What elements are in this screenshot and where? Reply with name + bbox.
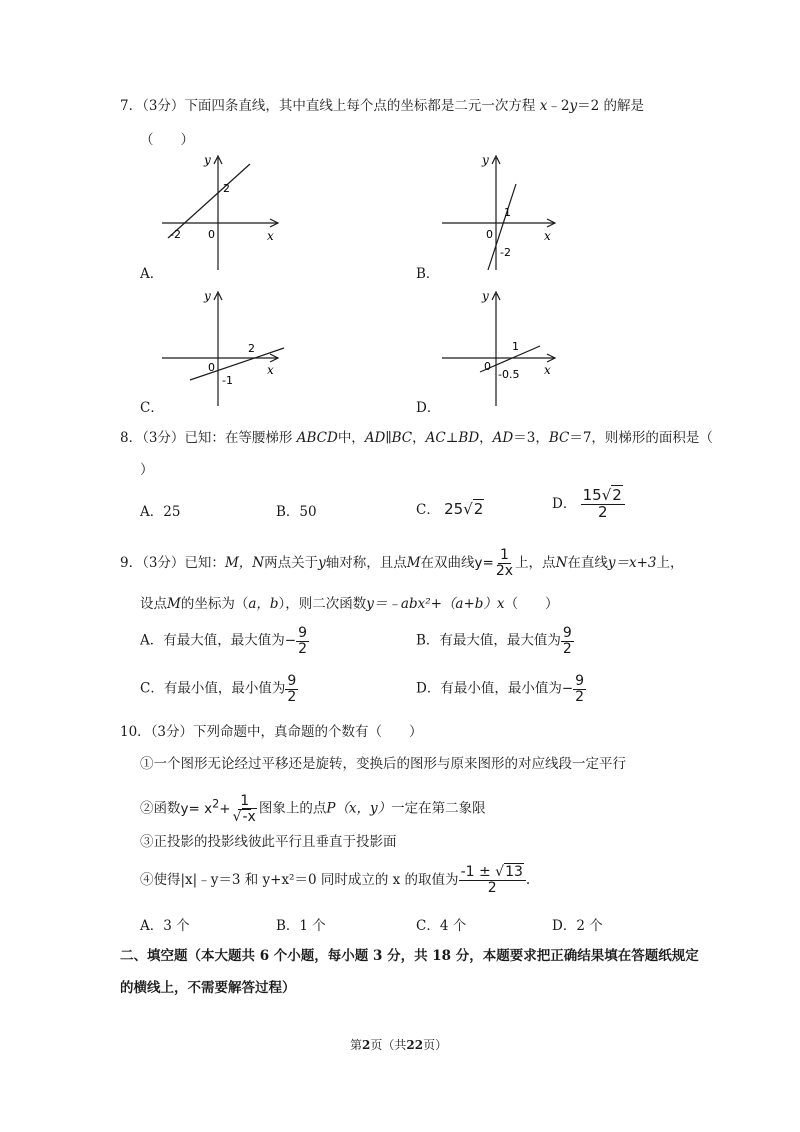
q10-s4-end: . (525, 872, 531, 888)
q10-statement-1: ①一个图形无论经过平移还是旋转，变换后的图形与原来图形的对应线段一定平行 (140, 756, 626, 772)
q10-statement-4: ④使得|x|﹣y＝3 和 y+x²＝0 同时成立的 x 的取值为 $\frac{-1 \pm √13}{2}$ . (140, 864, 531, 896)
q7-a-tick-3: 0 (208, 228, 215, 241)
q9-option-a-sign: − (284, 632, 297, 649)
q8-option-c-letter: C． (416, 502, 440, 518)
q10-number: 10． (120, 724, 151, 740)
q10-s2-plus: + (219, 800, 231, 817)
q8-score: （3分） (142, 430, 185, 446)
q7-b-axis-y: y (482, 153, 489, 167)
q8-option-d-letter: D． (552, 495, 577, 512)
q10-stem (120, 722, 423, 742)
q10-s2-p: P（x，y） (326, 800, 392, 817)
q10-option-c[interactable]: C．4 个 (416, 918, 467, 934)
q8-option-c[interactable]: C． 25√2 (416, 500, 484, 518)
q10-s2-exp: 2 (212, 797, 220, 810)
q10-s2-fn: y= x (180, 800, 213, 817)
q10-s2-c: 一定在第二象限 (391, 800, 486, 817)
q9-text-f: 在直线 (567, 555, 608, 571)
q9-text-b: 两点关于 (264, 555, 319, 571)
q10-s2-b: 图象上的点 (258, 800, 327, 817)
q8-cond-2: AC⊥BD (425, 430, 480, 446)
q9-option-c-text: C．有最小值，最小值为 (140, 680, 286, 697)
q9-text-a: 已知： (184, 555, 225, 571)
q9-y-axis: y (318, 555, 326, 571)
q9-option-d-sign: − (561, 680, 574, 697)
q7-a-tick-2: -2 (170, 228, 181, 241)
q7-d-tick-2: 0 (484, 360, 491, 373)
q8-close: ） (140, 462, 154, 478)
q9-option-b-text: B．有最大值，最大值为 (416, 632, 561, 649)
q8-name: ABCD (296, 430, 338, 446)
q9-l2-c: ），则二次函数 (278, 596, 367, 612)
q8-number: 8． (120, 430, 143, 446)
q7-option-d[interactable]: D． (416, 400, 441, 416)
q9-m: M (406, 555, 421, 571)
q9-option-c[interactable] (140, 674, 298, 704)
q7-eq-rest: ＝2 的解是 (577, 98, 644, 114)
q9-option-c-num: 9 (287, 673, 297, 689)
q8-option-b[interactable]: B．50 (276, 504, 317, 520)
q7-graph-b (440, 152, 565, 272)
q9-stem (120, 548, 684, 579)
page-footer (350, 1036, 447, 1053)
q9-l2-a: 设点 (140, 596, 167, 612)
q9-option-d-num: 9 (575, 673, 585, 689)
q9-option-a-text: A．有最大值，最大值为 (140, 632, 285, 649)
q7-b-tick-1: 1 (504, 206, 511, 219)
q8-cond-4: BC (548, 430, 570, 446)
q9-curve-num: 1 (500, 547, 509, 564)
q7-option-b[interactable]: B． (416, 266, 440, 282)
q7-c-axis-x: x (267, 363, 274, 377)
q9-curve-den: 2x (495, 563, 514, 579)
q8-option-a[interactable]: A．25 (140, 504, 181, 520)
q7-eq-y: y (569, 98, 578, 114)
q9-option-d[interactable] (416, 674, 586, 704)
q9-text-d: 在双曲线 (420, 555, 475, 571)
q8-cond-3: AD (492, 430, 514, 446)
q7-score: （3分） (142, 98, 185, 114)
q7-c-tick-3: -1 (222, 374, 233, 387)
q9-text-c: 轴对称，且点 (325, 555, 407, 571)
q7-c-tick-2: 0 (208, 361, 215, 374)
q7-b-axis-x: x (544, 229, 551, 243)
q10-s4-radicand: 13 (505, 864, 523, 881)
q7-option-a[interactable]: A． (140, 266, 164, 282)
q8-option-d-num: 15 (582, 486, 602, 504)
q7-a-tick-1: 2 (223, 182, 230, 195)
q10-s4-num: -1 ± (460, 864, 496, 881)
q9-option-d-text: D．有最小值，最小值为 (416, 680, 562, 697)
q8-cond-4-value: ＝7，则梯形的面积是（ (569, 430, 713, 446)
q8-option-d-den: 2 (597, 502, 608, 521)
q9-number: 9． (120, 555, 143, 571)
q7-b-tick-3: -2 (500, 246, 511, 259)
q9-option-a[interactable] (140, 626, 309, 656)
q10-s2-radicand: -x (242, 808, 256, 825)
q7-b-tick-2: 0 (486, 228, 493, 241)
q9-l2-fn: y＝﹣abx²+（a+b）x (366, 596, 505, 612)
q8-option-c-coef: 25 (444, 500, 464, 518)
q9-line-eq: y＝x+3 (607, 555, 657, 571)
q7-graph-d (440, 288, 565, 408)
q10-statement-2: ②函数$y= x^2+$ $\frac{1}{√-x}$ 图象上的点P（x，y）一定在第二象限 (140, 792, 486, 825)
q7-option-c[interactable]: C． (140, 400, 164, 416)
q7-c-tick-1: 2 (248, 342, 255, 355)
footer-prefix: 第 (350, 1038, 363, 1052)
q8-cond-1: AD∥BC (364, 430, 413, 446)
q9-option-b-den: 2 (562, 640, 572, 657)
q7-paren: （ ） (140, 132, 194, 148)
q9-option-d-den: 2 (575, 688, 585, 705)
q8-stem: 8．（3分）已知：在等腰梯形 ABCD中，AD∥BC，AC⊥BD，AD＝3，BC＝7，则梯形的面积是（ (120, 430, 713, 446)
q8-option-d-radicand: 2 (612, 486, 622, 504)
footer-suffix: 页） (423, 1038, 448, 1052)
q8-mid: 中， (337, 430, 365, 446)
q10-s4-a: ④使得|x|﹣y＝3 和 y+x²＝0 同时成立的 x 的取值为 (140, 872, 459, 888)
q7-a-axis-y: y (204, 153, 211, 167)
q9-stem-2 (140, 594, 559, 614)
q10-s2-num: 1 (240, 792, 250, 809)
q7-d-axis-x: x (544, 363, 551, 377)
q9-score: （3分） (142, 555, 185, 571)
section2-heading-line2: 的横线上，不需要解答过程） (120, 980, 296, 996)
q10-text: 下列命题中，真命题的个数有（ ） (193, 724, 423, 740)
q10-statement-3: ③正投影的投影线彼此平行且垂直于投影面 (140, 834, 397, 850)
section2-heading-line1: 二、填空题（本大题共 6 个小题，每小题 3 分，共 18 分，本题要求把正确结果填在答题纸规定 (120, 948, 699, 964)
q9-mn: M，N (224, 555, 265, 571)
q7-eq-minus: ﹣2 (547, 98, 570, 114)
footer-mid: 页（共 (370, 1038, 407, 1052)
q7-graph-c (160, 288, 285, 408)
q9-option-c-den: 2 (287, 688, 297, 705)
q7-eq-x: x (539, 98, 548, 114)
q7-d-tick-1: 1 (512, 340, 519, 353)
q9-l2-paren: （ ） (504, 596, 559, 612)
q9-l2-ab: a，b (248, 596, 279, 612)
q8-option-d[interactable]: D． $\frac{15√2}{2}$ (552, 488, 625, 521)
q10-s2-a: ②函数 (140, 800, 181, 817)
q7-a-axis-x: x (267, 229, 274, 243)
q7-stem (120, 96, 644, 116)
q9-option-b[interactable] (416, 626, 574, 656)
q9-n: N (555, 555, 568, 571)
q9-option-a-num: 9 (298, 625, 307, 641)
q8-cond-3-value: ＝3， (513, 430, 549, 446)
q7-d-tick-3: -0.5 (498, 368, 520, 381)
q7-number: 7． (120, 98, 143, 114)
q7-graph-a (160, 152, 285, 272)
q8-option-c-radicand: 2 (473, 500, 484, 518)
q8-text: 已知：在等腰梯形 (184, 430, 293, 446)
q9-curve-lhs: y= (474, 555, 494, 571)
q9-l2-b: 的坐标为（ (180, 596, 249, 612)
q9-text-e: 上，点 (515, 555, 556, 571)
q10-option-d[interactable]: D．2 个 (552, 918, 603, 934)
q10-s4-den: 2 (487, 880, 497, 896)
footer-page-number: 2 (362, 1038, 371, 1052)
q7-text: 下面四条直线，其中直线上每个点的坐标都是二元一次方程 (184, 98, 536, 114)
q9-option-b-num: 9 (562, 625, 572, 641)
q9-l2-m: M (167, 596, 181, 612)
footer-total-pages: 22 (406, 1038, 424, 1052)
q7-c-axis-y: y (204, 289, 211, 303)
q10-score: （3分） (150, 724, 194, 740)
q10-option-b[interactable]: B．1 个 (276, 918, 326, 934)
q7-d-axis-y: y (482, 289, 489, 303)
q9-text-g: 上， (656, 555, 684, 571)
q10-option-a[interactable]: A．3 个 (140, 918, 190, 934)
q9-option-a-den: 2 (298, 640, 307, 657)
